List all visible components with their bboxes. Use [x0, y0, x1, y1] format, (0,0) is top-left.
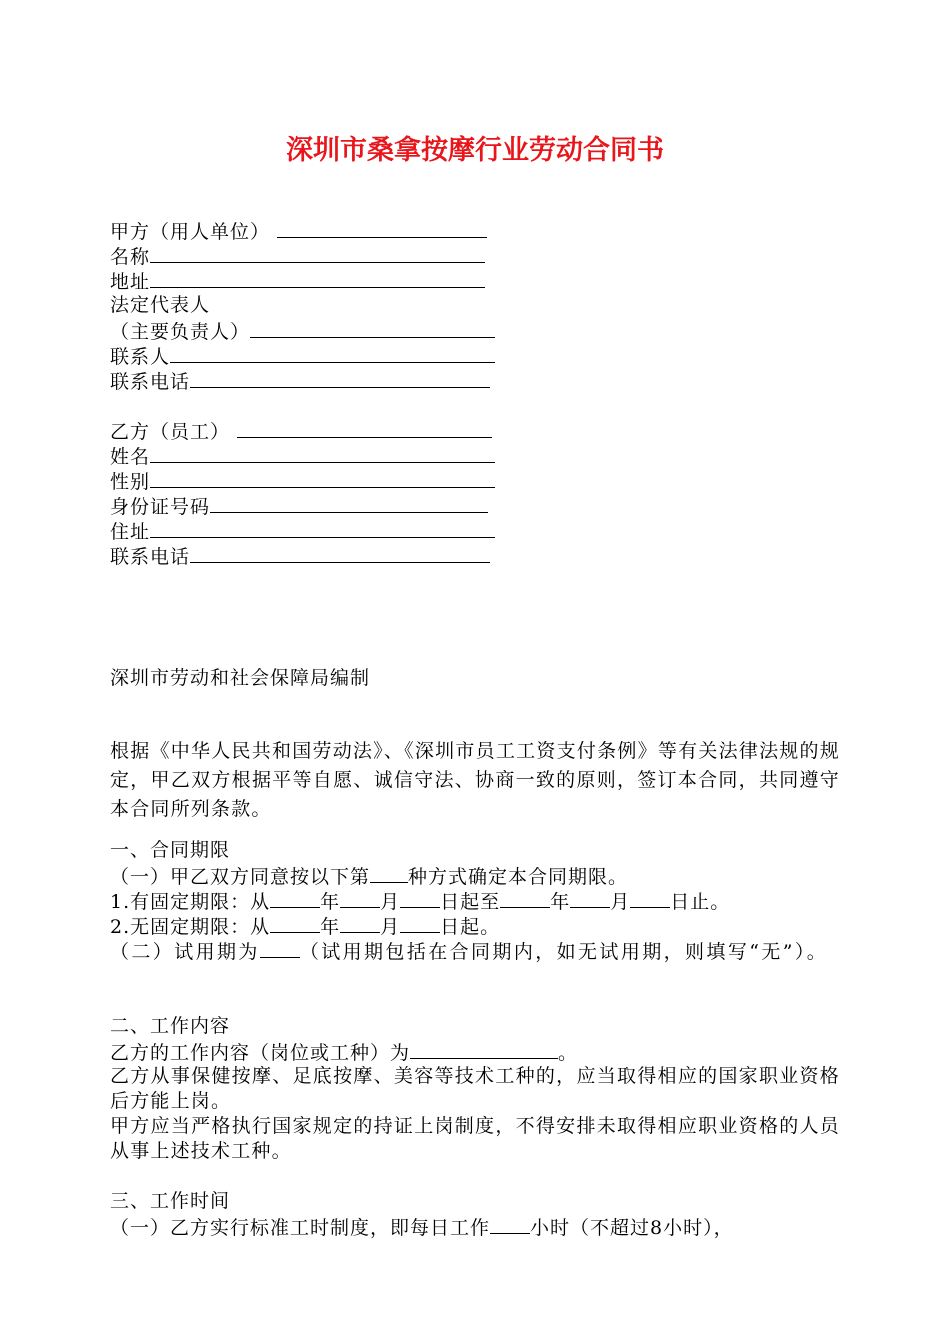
- job-content-blank[interactable]: [410, 1039, 558, 1059]
- job-content-text-b: 。: [558, 1042, 579, 1064]
- job-qualification-paragraph: 乙方从事保健按摩、足底按摩、美容等技术工种的，应当取得相应的国家职业资格后方能上岗。: [110, 1065, 840, 1112]
- party-b-phone-blank[interactable]: [190, 543, 490, 563]
- work-hours-text-b: 小时（不超过8小时），: [530, 1217, 734, 1239]
- probation-text-a: （二）试用期为: [110, 941, 260, 963]
- work-hours-line: [110, 1214, 840, 1239]
- section-job-content: [110, 1014, 840, 1164]
- preamble-section: [110, 737, 840, 824]
- open-start-year-blank[interactable]: [270, 913, 320, 933]
- section1-item1-text-b: 种方式确定本合同期限。: [408, 866, 629, 888]
- party-b-heading: 乙方（员工）: [110, 421, 231, 443]
- party-a-blank[interactable]: [277, 218, 487, 238]
- party-a-principal-blank[interactable]: [250, 318, 495, 338]
- fixed-term-line: [110, 888, 840, 913]
- party-a-section: [110, 218, 840, 393]
- compiler-text: 深圳市劳动和社会保障局编制: [110, 667, 371, 689]
- open-start-year-label: 年: [320, 916, 341, 938]
- section3-heading: 三、工作时间: [110, 1190, 231, 1212]
- party-b-gender-line: [110, 468, 840, 493]
- party-a-phone-label: 联系电话: [110, 371, 191, 393]
- party-b-id-label: 身份证号码: [110, 496, 211, 518]
- open-start-month-label: 月: [380, 916, 401, 938]
- party-b-address-blank[interactable]: [150, 518, 495, 538]
- fixed-end-month-blank[interactable]: [570, 888, 610, 908]
- compiler-note: [110, 666, 840, 691]
- party-a-phone-line: [110, 368, 840, 393]
- term-type-blank[interactable]: [370, 863, 408, 883]
- party-a-address-blank[interactable]: [150, 268, 485, 288]
- section-work-hours: [110, 1189, 840, 1239]
- party-a-address-label: 地址: [110, 271, 151, 293]
- fixed-start-year-blank[interactable]: [270, 888, 320, 908]
- party-b-address-label: 住址: [110, 521, 151, 543]
- work-hours-text-a: （一）乙方实行标准工时制度，即每日工作: [110, 1217, 491, 1239]
- fixed-term-label: 1.有固定期限：从: [110, 891, 271, 913]
- fixed-start-month-label: 月: [380, 891, 401, 913]
- open-start-day-blank[interactable]: [400, 913, 440, 933]
- fixed-start-day-blank[interactable]: [400, 888, 440, 908]
- party-a-legal-rep-line: [110, 293, 840, 318]
- section2-heading: 二、工作内容: [110, 1015, 231, 1037]
- party-b-address-line: [110, 518, 840, 543]
- section1-heading: 一、合同期限: [110, 839, 231, 861]
- open-start-day-label: 日起。: [440, 916, 501, 938]
- probation-paragraph: [110, 938, 840, 965]
- party-b-name-line: [110, 443, 840, 468]
- party-b-id-blank[interactable]: [210, 493, 488, 513]
- fixed-start-year-label: 年: [320, 891, 341, 913]
- party-a-name-blank[interactable]: [150, 243, 485, 263]
- open-term-label: 2.无固定期限：从: [110, 916, 271, 938]
- party-b-gender-blank[interactable]: [150, 468, 495, 488]
- party-b-phone-label: 联系电话: [110, 546, 191, 568]
- party-a-contact-blank[interactable]: [170, 343, 495, 363]
- party-a-name-label: 名称: [110, 246, 151, 268]
- party-b-name-label: 姓名: [110, 446, 151, 468]
- party-b-heading-line: [110, 418, 840, 443]
- open-start-month-blank[interactable]: [340, 913, 380, 933]
- fixed-end-year-blank[interactable]: [500, 888, 550, 908]
- section1-item1-text-a: （一）甲乙双方同意按以下第: [110, 866, 371, 888]
- fixed-end-year-label: 年: [550, 891, 571, 913]
- party-b-gender-label: 性别: [110, 471, 151, 493]
- party-a-legal-rep-label: 法定代表人: [110, 294, 211, 316]
- party-a-principal-line: [110, 318, 840, 343]
- party-b-id-line: [110, 493, 840, 518]
- section1-item1-line: [110, 863, 840, 888]
- certification-paragraph: 甲方应当严格执行国家规定的持证上岗制度，不得安排未取得相应职业资格的人员从事上述技术工种。: [110, 1115, 840, 1162]
- party-a-phone-blank[interactable]: [190, 368, 490, 388]
- probation-blank[interactable]: [260, 938, 300, 958]
- job-content-line: [110, 1039, 840, 1064]
- fixed-end-day-label: 日止。: [670, 891, 731, 913]
- party-a-address-line: [110, 268, 840, 293]
- party-a-contact-line: [110, 343, 840, 368]
- party-b-blank[interactable]: [237, 418, 492, 438]
- party-a-contact-label: 联系人: [110, 346, 171, 368]
- party-b-phone-line: [110, 543, 840, 568]
- fixed-end-day-blank[interactable]: [630, 888, 670, 908]
- section-contract-term: [110, 838, 840, 965]
- job-content-text-a: 乙方的工作内容（岗位或工种）为: [110, 1042, 411, 1064]
- party-a-principal-label: （主要负责人）: [110, 321, 251, 343]
- fixed-end-month-label: 月: [610, 891, 631, 913]
- party-a-heading: 甲方（用人单位）: [110, 221, 271, 243]
- fixed-start-month-blank[interactable]: [340, 888, 380, 908]
- probation-text-b: （试用期包括在合同期内，如无试用期，则填写“无”）。: [299, 941, 829, 963]
- party-a-name-line: [110, 243, 840, 268]
- fixed-start-day-label: 日起至: [440, 891, 501, 913]
- work-hours-blank[interactable]: [490, 1214, 530, 1234]
- party-b-section: [110, 418, 840, 568]
- preamble-paragraph: 根据《中华人民共和国劳动法》、《深圳市员工工资支付条例》等有关法律法规的规定，甲乙双方根据平等自愿、诚信守法、协商一致的原则，签订本合同，共同遵守本合同所列条款。: [110, 740, 840, 820]
- party-a-heading-line: [110, 218, 840, 243]
- document-title: 深圳市桑拿按摩行业劳动合同书: [286, 135, 664, 166]
- party-b-name-blank[interactable]: [150, 443, 495, 463]
- open-term-line: [110, 913, 840, 938]
